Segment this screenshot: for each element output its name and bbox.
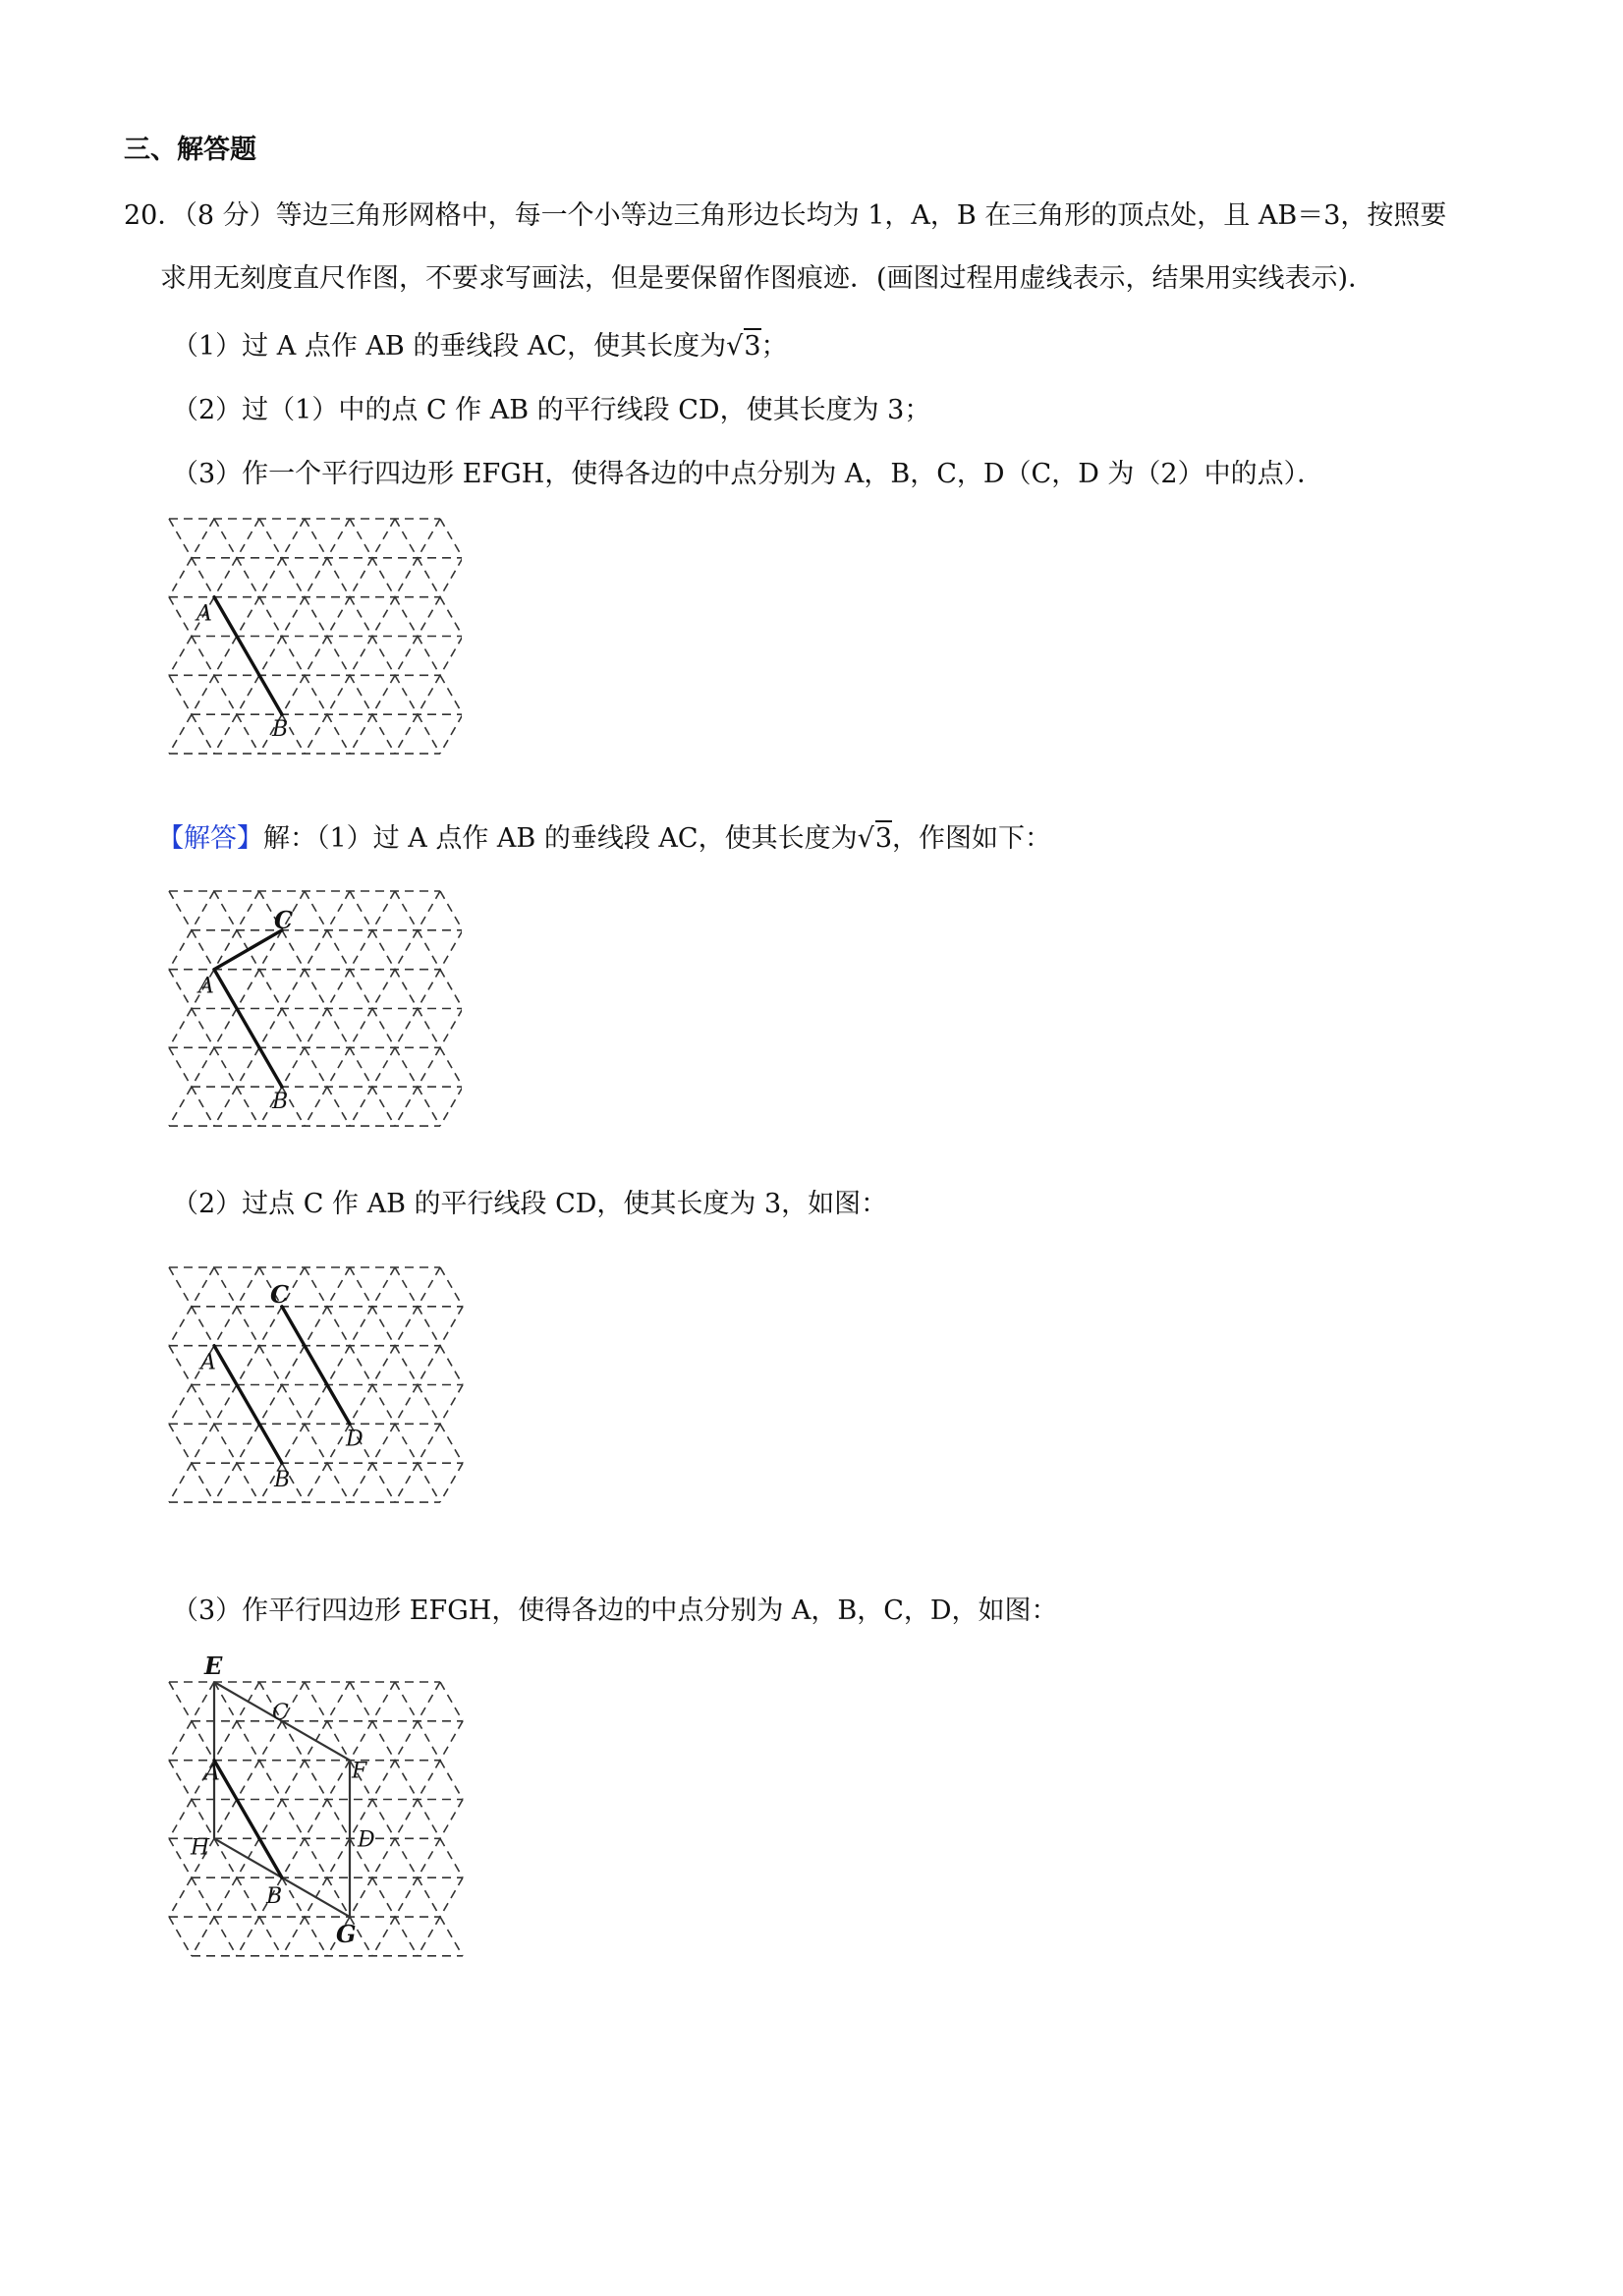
answer-part-1-tail: ，作图如下： xyxy=(892,823,1051,854)
dashed-grid xyxy=(169,1267,463,1502)
question-part-3: （3）作一个平行四边形 EFGH，使得各边的中点分别为 A，B，C，D（C，D 为（2）中的点）． xyxy=(172,459,1324,489)
label-F: F xyxy=(352,1759,367,1784)
question-number: 20． xyxy=(124,200,185,231)
question-part-1-tail: ； xyxy=(760,331,788,362)
question-part-2: （2）过（1）中的点 C 作 AB 的平行线段 CD，使其长度为 3； xyxy=(172,395,931,425)
section-title: 三、解答题 xyxy=(124,135,256,165)
question-part-1 xyxy=(172,329,788,364)
label-B: B xyxy=(274,1468,291,1493)
label-A: A xyxy=(198,974,214,999)
answer-part-2: （2）过点 C 作 AB 的平行线段 CD，使其长度为 3，如图： xyxy=(172,1189,888,1219)
segment-AB xyxy=(214,1346,282,1464)
label-C: C xyxy=(272,1700,289,1725)
label-D: D xyxy=(358,1827,375,1853)
dashed-grid xyxy=(169,1682,463,1956)
label-B: B xyxy=(266,1884,283,1910)
figure-3-grid xyxy=(157,1248,481,1552)
sqrt-symbol-answer: √3 xyxy=(858,821,892,857)
label-A: A xyxy=(196,601,212,627)
label-C: C xyxy=(274,905,294,934)
segment-AB xyxy=(214,970,282,1088)
dashed-grid xyxy=(169,519,462,754)
figure-1-grid xyxy=(157,511,462,796)
label-A: A xyxy=(204,1761,220,1786)
answer-part-3: （3）作平行四边形 EFGH，使得各边的中点分别为 A，B，C，D，如图： xyxy=(172,1596,1058,1626)
answer-part-1 xyxy=(157,821,1051,857)
label-H: H xyxy=(191,1835,210,1861)
label-B: B xyxy=(272,717,289,743)
segment-AB xyxy=(214,1761,282,1878)
label-G: G xyxy=(336,1920,357,1949)
question-part-1-text: （1）过 A 点作 AB 的垂线段 AC，使其长度为 xyxy=(172,331,727,362)
label-A: A xyxy=(200,1350,216,1375)
label-D: D xyxy=(346,1427,364,1452)
sqrt-symbol: √3 xyxy=(726,329,760,364)
label-B: B xyxy=(272,1090,289,1115)
label-E: E xyxy=(204,1652,223,1680)
answer-tag: 【解答】 xyxy=(157,823,263,854)
question-line-1 xyxy=(124,198,1446,234)
dashed-grid xyxy=(169,891,462,1126)
figure-4-grid xyxy=(157,1651,496,2014)
question-text-1: （8 分）等边三角形网格中，每一个小等边三角形边长均为 1，A，B 在三角形的顶点处，且 AB＝3，按照要 xyxy=(184,200,1447,231)
segment-AB xyxy=(214,597,282,715)
answer-part-1-lead: 解：（1）过 A 点作 AB 的垂线段 AC，使其长度为 xyxy=(263,823,858,854)
question-line-2: 求用无刻度直尺作图，不要求写画法，但是要保留作图痕迹．(画图过程用虚线表示，结果用实线表示)． xyxy=(160,263,1375,294)
figure-2-grid xyxy=(157,879,462,1154)
segment-AC xyxy=(214,930,282,970)
label-C: C xyxy=(270,1279,290,1309)
segment-CD xyxy=(282,1307,350,1425)
